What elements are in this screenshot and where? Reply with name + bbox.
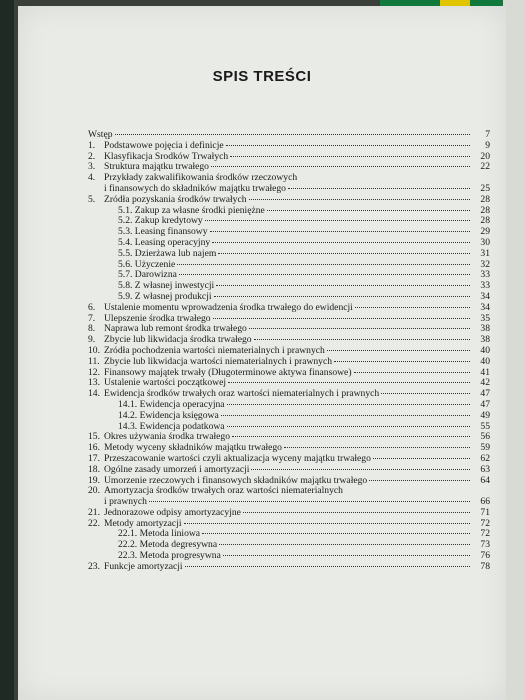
toc-entry-number: 7. bbox=[88, 312, 96, 324]
toc-page-number: 49 bbox=[480, 409, 490, 421]
toc-entry bbox=[88, 195, 490, 206]
toc-entry bbox=[88, 486, 490, 497]
toc-leader-dots bbox=[267, 210, 470, 211]
toc-entry-number: 4. bbox=[88, 172, 96, 184]
toc-page-number: 29 bbox=[480, 226, 490, 238]
toc-entry bbox=[88, 562, 490, 573]
toc-page-number: 40 bbox=[480, 355, 490, 367]
toc-page-number: 66 bbox=[480, 496, 490, 508]
toc-entry-number: 16. bbox=[88, 442, 100, 454]
toc-page-number: 41 bbox=[480, 366, 490, 378]
toc-entry-title: Ewidencja środków trwałych oraz wartości niematerialnych i prawnych bbox=[104, 389, 380, 400]
toc-page-number: 32 bbox=[480, 258, 490, 270]
toc-entry bbox=[88, 314, 490, 325]
toc-leader-dots bbox=[381, 393, 470, 394]
toc-entry bbox=[88, 346, 490, 357]
toc-entry-number: 19. bbox=[88, 474, 100, 486]
toc-entry-title: Finansowy majątek trwały (Długoterminowe aktywa finansowe) bbox=[104, 367, 352, 378]
toc-leader-dots bbox=[369, 480, 470, 481]
toc-entry-number: 22. bbox=[88, 517, 100, 529]
toc-entry-title: 5.4. Leasing operacyjny bbox=[118, 237, 211, 248]
toc-leader-dots bbox=[115, 134, 470, 135]
toc-entry-title: 14.3. Ewidencja podatkowa bbox=[118, 421, 225, 432]
toc-entry-title-continued: i finansowych do składników majątku trwałego bbox=[104, 183, 286, 194]
toc-entry-number: 17. bbox=[88, 452, 100, 464]
toc-page-number: 28 bbox=[480, 215, 490, 227]
toc-page-number: 42 bbox=[480, 377, 490, 389]
toc-entry-number: 15. bbox=[88, 431, 100, 443]
toc-leader-dots bbox=[185, 566, 470, 567]
toc-entry bbox=[88, 152, 490, 163]
toc-entry-title: Metody wyceny składników majątku trwałego bbox=[104, 443, 282, 454]
toc-leader-dots bbox=[221, 415, 470, 416]
toc-entry bbox=[88, 443, 490, 454]
toc-entry-number: 6. bbox=[88, 301, 96, 313]
toc-entry-continuation bbox=[88, 497, 490, 508]
toc-page-number: 72 bbox=[480, 528, 490, 540]
toc-page-number: 62 bbox=[480, 452, 490, 464]
toc-leader-dots bbox=[216, 285, 470, 286]
toc-entry bbox=[88, 303, 490, 314]
toc-entry-number: 3. bbox=[88, 161, 96, 173]
toc-page-number: 47 bbox=[480, 398, 490, 410]
toc-page-number: 63 bbox=[480, 463, 490, 475]
toc-entry-title: Klasyfikacja Środków Trwałych bbox=[104, 151, 229, 162]
toc-page-number: 55 bbox=[480, 420, 490, 432]
toc-page-number: 30 bbox=[480, 236, 490, 248]
toc-page-number: 34 bbox=[480, 301, 490, 313]
toc-entry-title: Podstawowe pojęcia i definicje bbox=[104, 140, 224, 151]
toc-entry-title: Metody amortyzacji bbox=[104, 518, 182, 529]
toc-subentry bbox=[88, 292, 490, 303]
toc-subentry bbox=[88, 227, 490, 238]
toc-entry bbox=[88, 324, 490, 335]
toc-entry-title: 5.8. Z własnej inwestycji bbox=[118, 281, 215, 292]
toc-entry-title: Jednorazowe odpisy amortyzacyjne bbox=[104, 507, 241, 518]
toc-entry-number: 14. bbox=[88, 388, 100, 400]
toc-entry-title: Zbycie lub likwidacja środka trwałego bbox=[104, 335, 252, 346]
toc-entry-title: 14.2. Ewidencja księgowa bbox=[118, 410, 219, 421]
toc-entry-title: 22.2. Metoda degresywna bbox=[118, 540, 218, 551]
toc-entry-number: 21. bbox=[88, 506, 100, 518]
toc-page-number: 22 bbox=[480, 161, 490, 173]
toc-subentry bbox=[88, 249, 490, 260]
toc-leader-dots bbox=[251, 469, 470, 470]
toc-entry-title: Umorzenie rzeczowych i finansowych składników majątku trwałego bbox=[104, 475, 368, 486]
toc-page-number: 47 bbox=[480, 388, 490, 400]
toc-leader-dots bbox=[249, 199, 470, 200]
toc-leader-dots bbox=[202, 533, 470, 534]
toc-subentry bbox=[88, 411, 490, 422]
toc-entry bbox=[88, 465, 490, 476]
toc-page-number: 35 bbox=[480, 312, 490, 324]
toc-page-number: 31 bbox=[480, 247, 490, 259]
toc-entry bbox=[88, 368, 490, 379]
toc-leader-dots bbox=[243, 512, 470, 513]
toc-subentry bbox=[88, 540, 490, 551]
toc-leader-dots bbox=[211, 166, 470, 167]
toc-leader-dots bbox=[254, 339, 470, 340]
toc-subentry bbox=[88, 529, 490, 540]
toc-leader-dots bbox=[218, 253, 470, 254]
toc-leader-dots bbox=[223, 555, 470, 556]
toc-subentry bbox=[88, 216, 490, 227]
toc-entry-title: Naprawa lub remont środka trwałego bbox=[104, 324, 247, 335]
toc-entry-title: Przeszacowanie wartości czyli aktualizacja wyceny majątku trwałego bbox=[104, 453, 371, 464]
toc-entry-title: Ustalenie momentu wprowadzenia środka trwałego do ewidencji bbox=[104, 302, 353, 313]
toc-leader-dots bbox=[284, 447, 470, 448]
toc-page-number: 33 bbox=[480, 280, 490, 292]
toc-subentry bbox=[88, 551, 490, 562]
toc-leader-dots bbox=[327, 350, 470, 351]
toc-entry-number: 20. bbox=[88, 485, 100, 497]
toc-entry-number: 10. bbox=[88, 344, 100, 356]
toc-leader-dots bbox=[149, 501, 470, 502]
toc-page-number: 20 bbox=[480, 150, 490, 162]
toc-entry-title: 5.5. Dzierżawa lub najem bbox=[118, 248, 217, 259]
toc-page-number: 34 bbox=[480, 290, 490, 302]
toc-page-number: 73 bbox=[480, 539, 490, 551]
toc-page-number: 38 bbox=[480, 334, 490, 346]
book-page bbox=[18, 6, 506, 700]
toc-entry-title: Źródła pozyskania środków trwałych bbox=[104, 194, 247, 205]
toc-entry-number: 9. bbox=[88, 334, 96, 346]
toc-subentry bbox=[88, 238, 490, 249]
toc-page-number: 9 bbox=[485, 139, 490, 151]
toc-entry-title: Amortyzacja środków trwałych oraz wartości niematerialnych bbox=[104, 485, 343, 497]
toc-leader-dots bbox=[230, 156, 470, 157]
toc-subentry bbox=[88, 206, 490, 217]
toc-entry bbox=[88, 141, 490, 152]
toc-page-number: 72 bbox=[480, 517, 490, 529]
toc-entry-title: Zbycie lub likwidacja wartości niematerialnych i prawnych bbox=[104, 356, 333, 367]
toc-entry-number: 12. bbox=[88, 366, 100, 378]
toc-page-number: 28 bbox=[480, 204, 490, 216]
toc-entry-continuation bbox=[88, 184, 490, 195]
toc-leader-dots bbox=[177, 264, 470, 265]
toc-leader-dots bbox=[334, 361, 470, 362]
toc-entry-title: Funkcje amortyzacji bbox=[104, 561, 183, 572]
toc-entry-number: 5. bbox=[88, 193, 96, 205]
toc-page-number: 59 bbox=[480, 442, 490, 454]
toc-subentry bbox=[88, 281, 490, 292]
toc-page-number: 64 bbox=[480, 474, 490, 486]
toc-entry-title: Źródła pochodzenia wartości niematerialnych i prawnych bbox=[104, 345, 325, 356]
page-edge bbox=[503, 0, 525, 700]
toc-leader-dots bbox=[214, 296, 470, 297]
toc-entry-title: 22.3. Metoda progresywna bbox=[118, 551, 221, 562]
toc-entry bbox=[88, 173, 490, 184]
toc-entry bbox=[88, 378, 490, 389]
toc-entry-number: 13. bbox=[88, 377, 100, 389]
toc-entry bbox=[88, 508, 490, 519]
toc-entry-title: Przykłady zakwalifikowania środków rzeczowych bbox=[104, 172, 298, 184]
toc-leader-dots bbox=[213, 318, 470, 319]
toc-entry-title: 5.3. Leasing finansowy bbox=[118, 227, 208, 238]
toc-entry-number: 2. bbox=[88, 150, 96, 162]
toc-page-number: 25 bbox=[480, 182, 490, 194]
toc-entry bbox=[88, 357, 490, 368]
toc-subentry bbox=[88, 400, 490, 411]
toc-entry-title-continued: i prawnych bbox=[104, 497, 147, 508]
toc-entry-title: 22.1. Metoda liniowa bbox=[118, 529, 201, 540]
toc-page-number: 40 bbox=[480, 344, 490, 356]
toc-entry-title: Struktura majątku trwałego bbox=[104, 162, 209, 173]
toc-entry-title: Ulepszenie środka trwałego bbox=[104, 313, 211, 324]
toc-page-number: 7 bbox=[485, 129, 490, 140]
toc-leader-dots bbox=[205, 220, 470, 221]
toc-leader-dots bbox=[219, 544, 470, 545]
toc-leader-dots bbox=[212, 242, 470, 243]
toc-entry-title: 5.9. Z własnej produkcji bbox=[118, 291, 212, 302]
toc-page-number: 33 bbox=[480, 269, 490, 281]
toc-entry-number: 11. bbox=[88, 355, 100, 367]
toc-leader-dots bbox=[184, 523, 470, 524]
toc-leader-dots bbox=[226, 145, 470, 146]
toc-entry-title: Wstęp bbox=[88, 130, 113, 140]
toc-entry-number: 8. bbox=[88, 323, 96, 335]
toc-entry-title: Ustalenie wartości początkowej bbox=[104, 378, 227, 389]
toc-entry-number: 23. bbox=[88, 560, 100, 572]
toc-entry-title: Okres używania środka trwałego bbox=[104, 432, 231, 443]
page-title: SPIS TREŚCI bbox=[212, 68, 312, 85]
toc-leader-dots bbox=[355, 307, 470, 308]
toc-page-number: 38 bbox=[480, 323, 490, 335]
toc-subentry bbox=[88, 422, 490, 433]
toc-entry bbox=[88, 335, 490, 346]
toc-entry-title: 5.7. Darowizna bbox=[118, 270, 177, 281]
table-of-contents bbox=[88, 130, 490, 573]
toc-leader-dots bbox=[249, 328, 470, 329]
toc-leader-dots bbox=[373, 458, 470, 459]
toc-leader-dots bbox=[232, 436, 470, 437]
toc-page-number: 28 bbox=[480, 193, 490, 205]
toc-entry-title: 5.2. Zakup kredytowy bbox=[118, 216, 203, 227]
toc-page-number: 56 bbox=[480, 431, 490, 443]
toc-entry bbox=[88, 519, 490, 530]
toc-entry-number: 18. bbox=[88, 463, 100, 475]
toc-page-number: 76 bbox=[480, 550, 490, 562]
toc-page-number: 78 bbox=[480, 560, 490, 572]
toc-leader-dots bbox=[210, 231, 470, 232]
toc-entry-title: 14.1. Ewidencja operacyjna bbox=[118, 399, 225, 410]
toc-entry bbox=[88, 432, 490, 443]
toc-entry bbox=[88, 454, 490, 465]
book-cover-edge bbox=[0, 0, 14, 700]
toc-page-number: 71 bbox=[480, 506, 490, 518]
toc-leader-dots bbox=[288, 188, 470, 189]
toc-leader-dots bbox=[179, 274, 470, 275]
toc-entry bbox=[88, 130, 490, 141]
toc-leader-dots bbox=[228, 382, 470, 383]
toc-leader-dots bbox=[227, 404, 470, 405]
toc-leader-dots bbox=[354, 372, 470, 373]
toc-subentry bbox=[88, 270, 490, 281]
toc-entry-title: 5.1. Zakup za własne środki pieniężne bbox=[118, 205, 265, 216]
toc-subentry bbox=[88, 260, 490, 271]
toc-leader-dots bbox=[227, 426, 470, 427]
toc-entry-number: 1. bbox=[88, 139, 96, 151]
toc-entry-title: Ogólne zasady umorzeń i amortyzacji bbox=[104, 464, 250, 475]
toc-entry-title: 5.6. Użyczenie bbox=[118, 259, 176, 270]
toc-entry bbox=[88, 389, 490, 400]
